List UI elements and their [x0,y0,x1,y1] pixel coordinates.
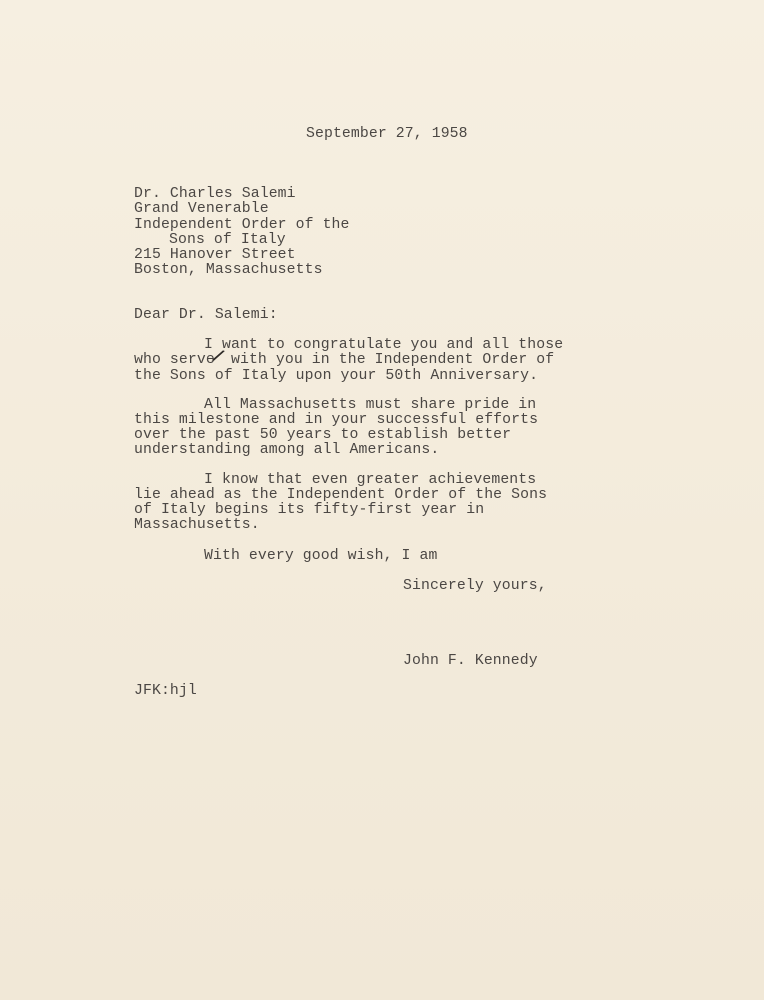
paragraph-3-line-2: lie ahead as the Independent Order of the Sons [134,487,548,503]
paragraph-1-line-3: the Sons of Italy upon your 50th Anniversary. [134,368,539,384]
paragraph-2-line-1: All Massachusetts must share pride in [204,397,537,413]
recipient-org-line-2: Sons of Italy [169,232,286,248]
typewriter-strike-mark: / [208,346,226,370]
paragraph-1-line-2b: with you in the Independent Order of [222,352,555,368]
recipient-city: Boston, Massachusetts [134,262,323,278]
closing-line: With every good wish, I am [204,548,438,564]
recipient-org-line-1: Independent Order of the [134,217,350,233]
paragraph-2-line-4: understanding among all Americans. [134,442,440,458]
letter-date: September 27, 1958 [306,126,468,142]
signature-name: John F. Kennedy [403,653,538,669]
paragraph-2-line-3: over the past 50 years to establish better [134,427,512,443]
paragraph-1-line-1: I want to congratulate you and all those [204,337,564,353]
recipient-street: 215 Hanover Street [134,247,296,263]
paragraph-3-line-4: Massachusetts. [134,517,260,533]
paragraph-3-line-3: of Italy begins its fifty-first year in [134,502,485,518]
paragraph-2-line-2: this milestone and in your successful efforts [134,412,539,428]
paragraph-1-line-2a: who serve [134,352,215,368]
recipient-title: Grand Venerable [134,201,269,217]
recipient-name: Dr. Charles Salemi [134,186,296,202]
salutation: Dear Dr. Salemi: [134,307,278,323]
paragraph-3-line-1: I know that even greater achievements [204,472,537,488]
reference-initials: JFK:hjl [134,683,197,699]
valediction: Sincerely yours, [403,578,547,594]
